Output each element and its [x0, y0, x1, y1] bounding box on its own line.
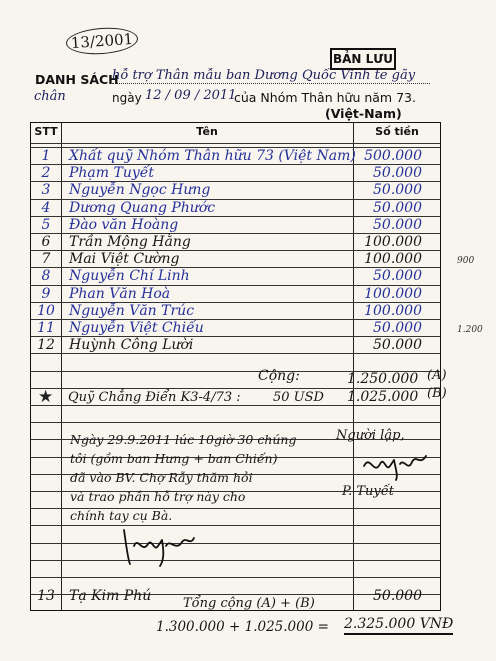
row-amount: 50.000 [373, 337, 422, 354]
signer-name: P. Tuyết [342, 484, 394, 499]
row-amount: 100.000 [364, 302, 422, 319]
table-row [31, 251, 475, 268]
table-row [31, 268, 440, 285]
signature-right [360, 446, 430, 484]
row-name: Tạ Kim Phú [69, 588, 152, 605]
row-number: 2 [41, 165, 51, 182]
purpose-continued: chân [34, 89, 66, 104]
subtotal-amount: 1.250.000 [347, 371, 419, 387]
row-number: 6 [41, 234, 51, 250]
donation-table [30, 122, 483, 611]
total-calculation: 1.300.000 + 1.025.000 = [156, 619, 329, 635]
table-row [31, 234, 440, 251]
row-number: 3 [41, 182, 51, 199]
row-number: 11 [37, 320, 55, 336]
col-amount: Số tiền [375, 125, 419, 138]
row-name: Đào văn Hoàng [69, 216, 179, 233]
archive-stamp: BẢN LƯU [330, 48, 396, 70]
fund-usd: 50 USD [273, 390, 324, 405]
row-number: 10 [37, 302, 55, 319]
list-label: DANH SÁCH [35, 72, 119, 87]
row-amount: 100.000 [364, 285, 422, 302]
row-amount: 50.000 [373, 320, 422, 336]
fund-tag: (B) [427, 386, 447, 401]
row-name: Dương Quang Phước [69, 199, 216, 216]
row-amount: 50.000 [373, 216, 422, 233]
row-name: Phan Văn Hoà [69, 285, 171, 302]
row-amount: 100.000 [364, 234, 422, 250]
row-amount: 50.000 [373, 182, 422, 199]
star-icon: ★ [38, 387, 54, 407]
subtotal-tag: (A) [427, 368, 447, 383]
date-label: ngày [112, 91, 142, 105]
row-number: 8 [41, 268, 51, 285]
row-number: 9 [41, 285, 51, 302]
row-amount: 50.000 [373, 588, 422, 605]
document-number: 13/2001 [65, 26, 139, 57]
table-row [31, 182, 440, 199]
note-line: chính tay cụ Bà. [70, 508, 173, 523]
table-row [31, 148, 440, 165]
row-number: 7 [41, 251, 51, 268]
table-row [31, 165, 440, 182]
note-line: Ngày 29.9.2011 lúc 10giờ 30 chúng [70, 432, 297, 447]
row-amount: 50.000 [373, 199, 422, 216]
table-row [31, 320, 483, 337]
note-line: đã vào BV. Chợ Rẫy thăm hỏi [70, 470, 253, 485]
signature-left [118, 524, 196, 568]
row-name: Nguyễn Chí Linh [69, 268, 190, 285]
margin-note: 1.200 [457, 325, 483, 335]
row-name: Phạm Tuyết [69, 165, 155, 182]
row-amount: 100.000 [364, 251, 422, 268]
table-row [31, 337, 440, 354]
subtotal-label: Cộng: [258, 368, 300, 384]
row-name: Huỳnh Công Lười [69, 337, 194, 354]
row-number: 5 [41, 216, 51, 233]
grand-total: 2.325.000 VNĐ [344, 616, 453, 635]
country-text: (Việt-Nam) [325, 106, 402, 121]
table-row [31, 286, 440, 303]
row-number: 12 [37, 337, 55, 354]
group-text: của Nhóm Thân hữu năm 73. [234, 90, 416, 105]
fund-name: Quỹ Chẳng Điển K3-4/73 : [68, 390, 241, 405]
col-name: Tên [196, 125, 218, 138]
total-label: Tổng cộng (A) + (B) [183, 596, 315, 611]
row-number: 1 [41, 148, 51, 164]
table-row [31, 303, 440, 320]
table-row [31, 200, 440, 217]
row-name: Trần Mộng Hằng [69, 234, 191, 250]
row-amount: 50.000 [373, 165, 422, 182]
signer-title: Người lập, [336, 428, 405, 443]
fund-amount: 1.025.000 [347, 389, 419, 405]
row-amount: 50.000 [373, 268, 422, 285]
row-name: Mai Việt Cường [69, 251, 180, 268]
note-line: tôi (gồm ban Hưng + ban Chiến) [70, 451, 278, 466]
row-name: Xhất quỹ Nhóm Thân hữu 73 (Việt Nam) [69, 148, 356, 164]
row-amount: 500.000 [364, 148, 422, 164]
table-row [31, 217, 440, 234]
purpose-text: hỗ trợ Thân mẫu ban Dương Quốc Vinh te gãy [112, 68, 430, 84]
col-stt: STT [34, 125, 58, 138]
row-number: 4 [41, 199, 51, 216]
row-name: Nguyễn Ngọc Hưng [69, 182, 211, 199]
margin-note: 900 [457, 256, 475, 267]
row-name: Nguyễn Việt Chiếu [69, 320, 204, 336]
row-number: 13 [37, 588, 55, 605]
row-name: Nguyễn Văn Trúc [69, 302, 195, 319]
note-block [70, 430, 296, 525]
date-value: 12 / 09 / 2011 [145, 88, 237, 103]
note-line: và trao phần hỗ trợ này cho [70, 489, 246, 504]
